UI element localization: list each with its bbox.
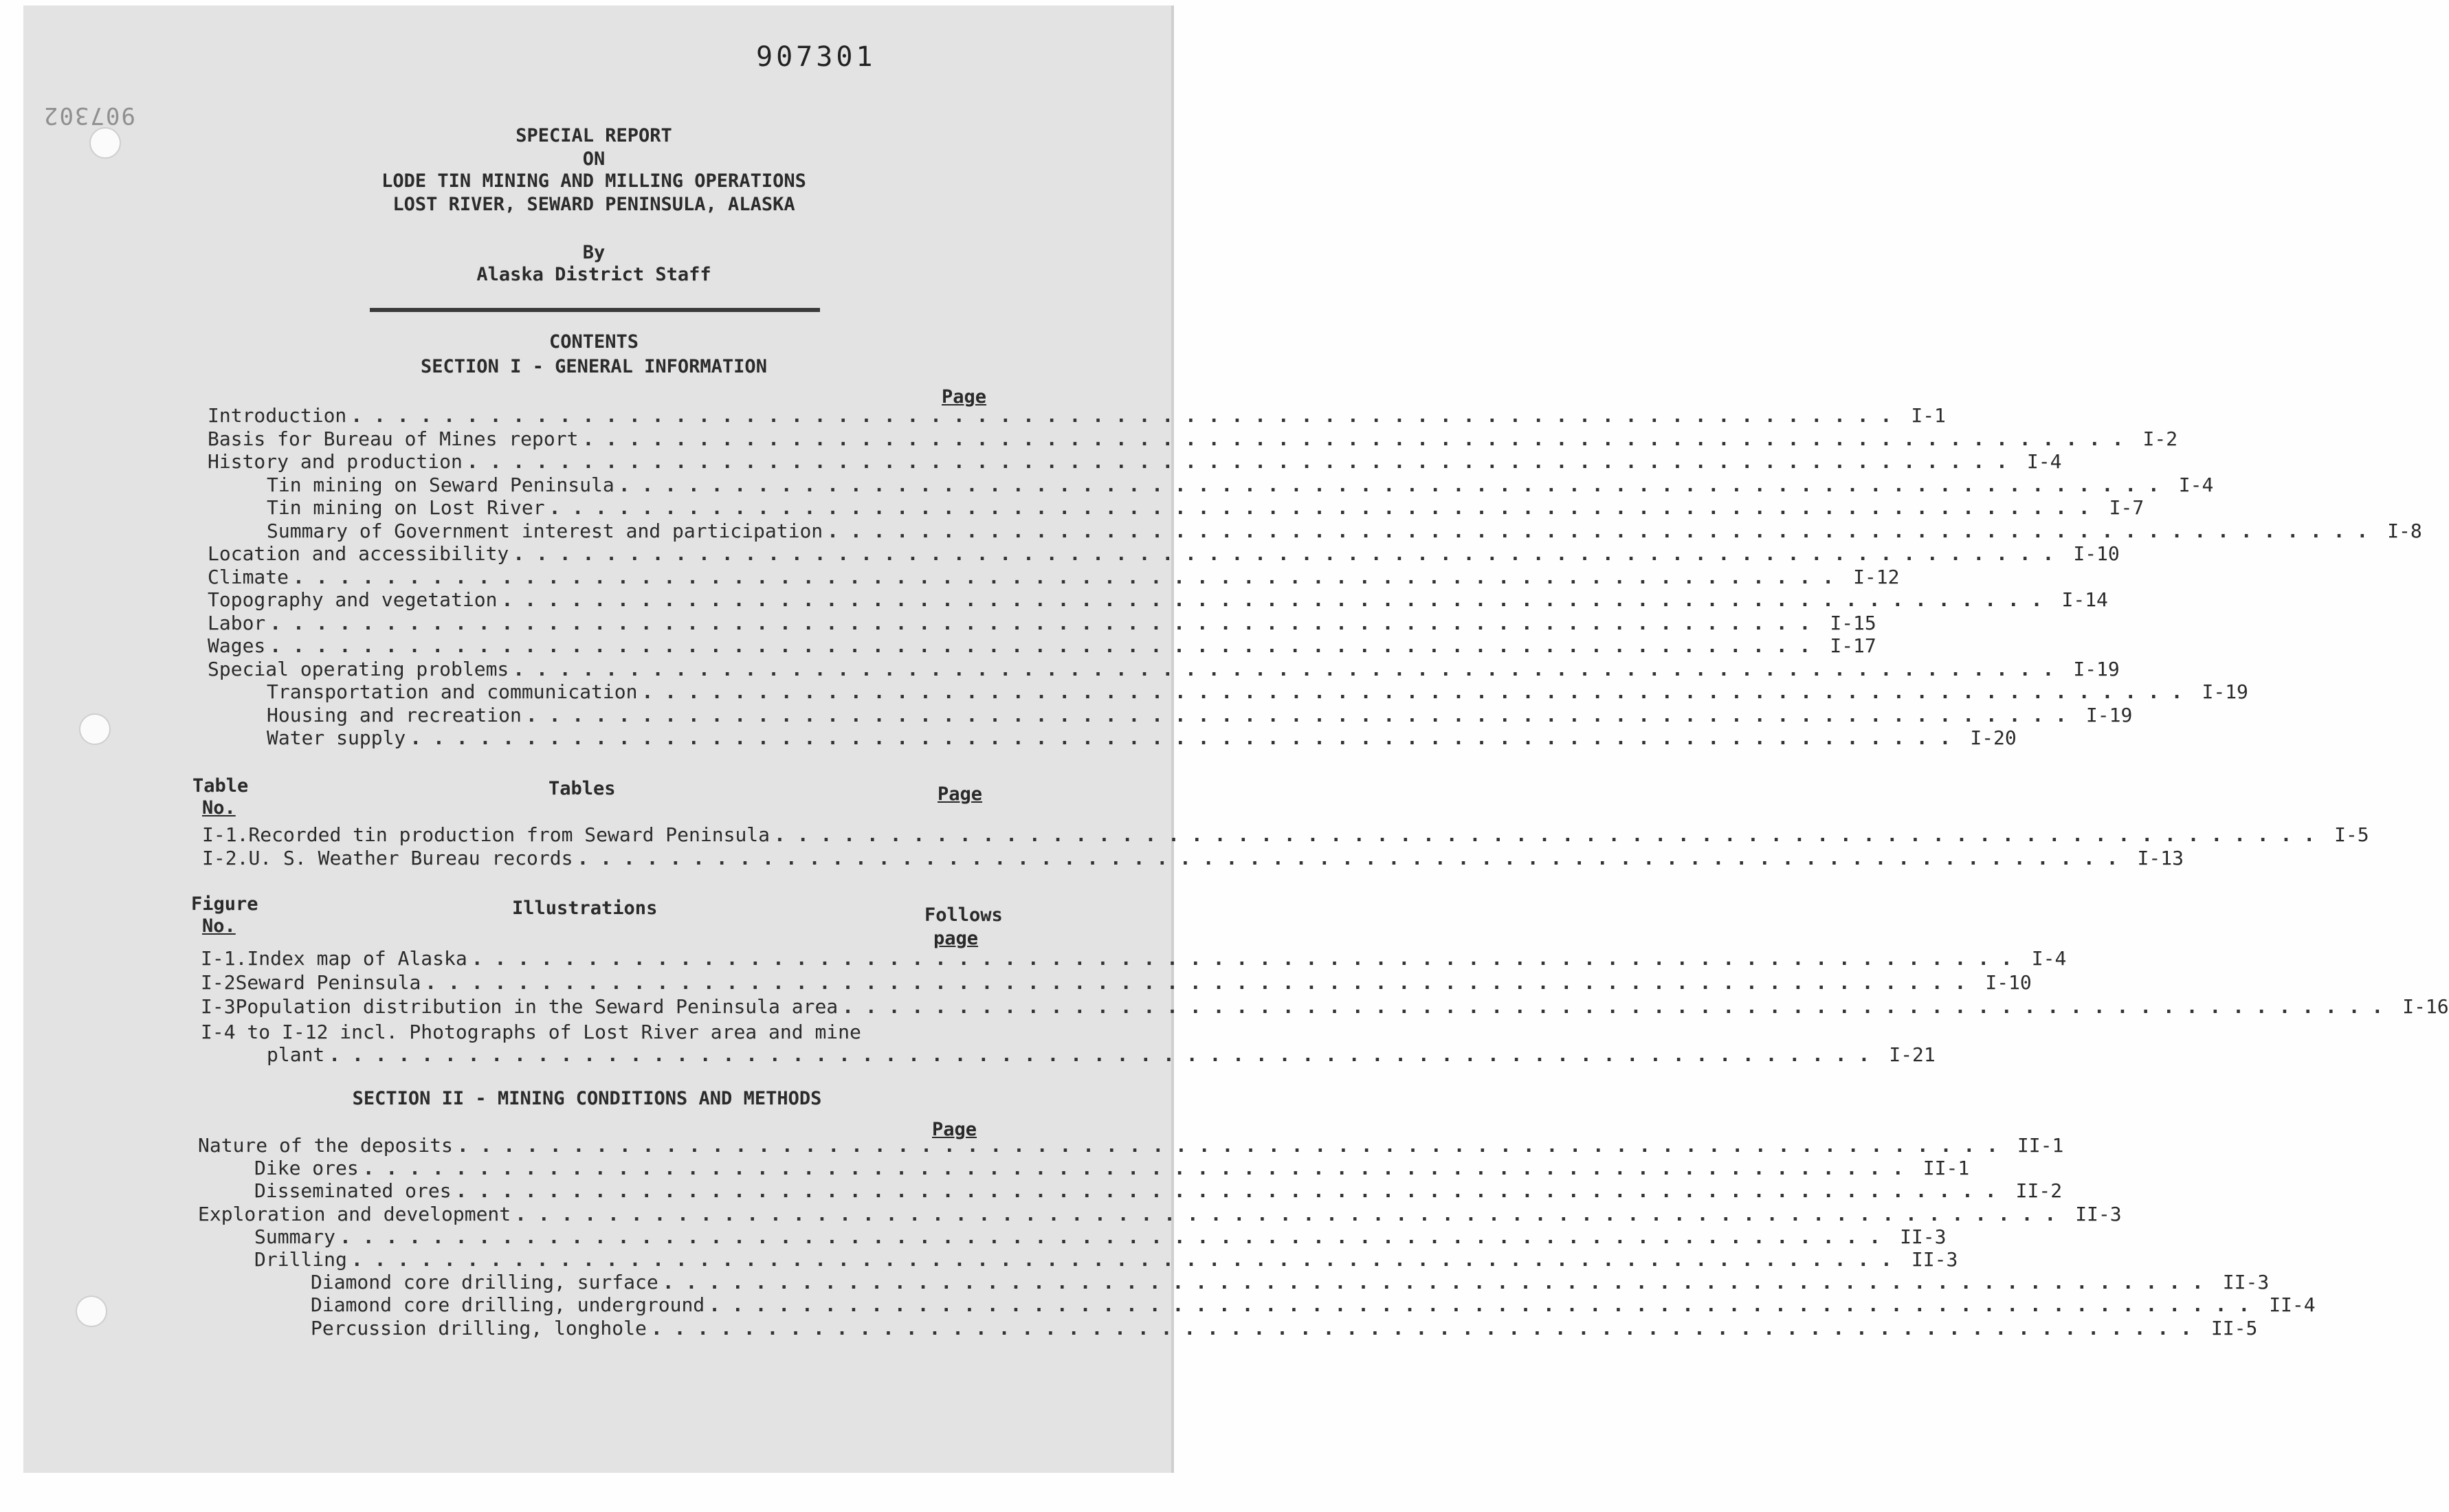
dot-leader: . . . . . . . . . . . . . . . . . . . . . . . . . . . . . . . . . . . . . . . . . . . . . . . . . . . . . . . . . . . . . . . . . . . bbox=[582, 427, 2124, 450]
entry-label: Summary bbox=[254, 1225, 336, 1248]
dot-leader: . . . . . . . . . . . . . . . . . . . . . . . . . . . . . . . . . . . . . . . . . . . . . . . . . . . . . . . . . . . . . . . . . . . bbox=[269, 634, 1811, 657]
dot-leader: . . . . . . . . . . . . . . . . . . . . . . . . . . . . . . . . . . . . . . . . . . . . . . . . . . . . . . . . . . . . . . . . . . . bbox=[455, 1179, 1997, 1203]
dot-leader: . . . . . . . . . . . . . . . . . . . . . . . . . . . . . . . . . . . . . . . . . . . . . . . . . . . . . . . . . . . . . . . . . . . bbox=[618, 473, 2160, 496]
toc-entry bbox=[254, 1225, 1947, 1249]
entry-label: History and production bbox=[208, 450, 463, 473]
toc-entry bbox=[311, 1293, 2316, 1317]
dot-leader: . . . . . . . . . . . . . . . . . . . . . . . . . . . . . . . . . . . . . . . . . . . . . . . . . . . . . . . . . . . . . . . . . . . bbox=[351, 1248, 1892, 1271]
toc-entry bbox=[208, 657, 2120, 681]
multi-figure-entry-line1: I-4 to I-12 incl. Photographs of Lost River area and mine bbox=[201, 1021, 861, 1043]
entry-page: I-10 bbox=[1985, 971, 2032, 994]
entry-page: I-15 bbox=[1830, 611, 1876, 634]
entry-page: I-16 bbox=[2402, 995, 2449, 1018]
dot-leader: . . . . . . . . . . . . . . . . . . . . . . . . . . . . . . . . . . . . . . . . . . . . . . . . . . . . . . . . . . . . . . . . . . . bbox=[471, 947, 2013, 970]
dot-leader: . . . . . . . . . . . . . . . . . . . . . . . . . . . . . . . . . . . . . . . . . . . . . . . . . . . . . . . . . . . . . . . . . . . bbox=[515, 1202, 2057, 1225]
entry-label: Water supply bbox=[267, 726, 406, 749]
contents-heading: CONTENTS bbox=[548, 331, 639, 353]
entry-page: I-7 bbox=[2109, 496, 2145, 519]
section1-heading: SECTION I - GENERAL INFORMATION bbox=[421, 356, 767, 377]
tables-heading: Tables bbox=[548, 778, 616, 799]
entry-page: I-1 bbox=[1911, 404, 1946, 427]
entry-label: Index map of Alaska bbox=[247, 947, 467, 970]
entry-label: Basis for Bureau of Mines report bbox=[208, 427, 579, 450]
section2-heading: SECTION II - MINING CONDITIONS AND METHODS bbox=[352, 1088, 822, 1109]
toc-entry bbox=[208, 634, 1876, 658]
entry-label: Special operating problems bbox=[208, 657, 509, 680]
table-entry bbox=[202, 847, 2184, 870]
toc-entry bbox=[208, 588, 2108, 612]
dot-leader: . . . . . . . . . . . . . . . . . . . . . . . . . . . . . . . . . . . . . . . . . . . . . . . . . . . . . . . . . . . . . . . . . . . bbox=[425, 971, 1966, 994]
dot-leader: . . . . . . . . . . . . . . . . . . . . . . . . . . . . . . . . . . . . . . . . . . . . . . . . . . . . . . . . . . . . . . . . . . . bbox=[351, 404, 1892, 427]
document-number: 907301 bbox=[756, 41, 876, 73]
entry-label: Transportation and communication bbox=[267, 680, 638, 703]
figure-no-label-1: Figure bbox=[191, 893, 258, 915]
illustrations-heading: Illustrations bbox=[512, 898, 658, 919]
entry-label: Tin mining on Seward Peninsula bbox=[267, 473, 614, 496]
toc-entry bbox=[254, 1179, 2063, 1203]
dot-leader: . . . . . . . . . . . . . . . . . . . . . . . . . . . . . . . . . . . . . . . . . . . . . . . . . . . . . . . . . . . . . . . . . . . bbox=[513, 657, 2054, 680]
entry-page: II-1 bbox=[1922, 1157, 1970, 1180]
entry-label: Climate bbox=[208, 565, 289, 588]
dot-leader: . . . . . . . . . . . . . . . . . . . . . . . . . . . . . . . . . . . . . . . . . . . . . . . . . . . . . . . . . . . . . . . . . . . bbox=[577, 847, 2118, 869]
multi-figure-entry-line2: plant . . . . . . . . . . . . . . . . . . . . . . . . . . . . . . . . . . . . . . . . . . . . . . . . . . . . . . . . . . . . . . . . . . . I-21 bbox=[267, 1043, 1936, 1066]
entry-label: Tin mining on Lost River bbox=[267, 496, 545, 519]
entry-label: Drilling bbox=[254, 1248, 347, 1271]
entry-label: Percussion drilling, longhole bbox=[311, 1316, 647, 1339]
toc-entry bbox=[254, 1157, 1970, 1180]
entry-label: Location and accessibility bbox=[208, 542, 509, 565]
entry-page: I-5 bbox=[2334, 823, 2369, 846]
entry-page: I-4 bbox=[2178, 473, 2214, 496]
entry-label: Summary of Government interest and participation bbox=[267, 519, 823, 542]
dot-leader: . . . . . . . . . . . . . . . . . . . . . . . . . . . . . . . . . . . . . . . . . . . . . . . . . . . . . . . . . . . . . . . . . . . bbox=[842, 995, 2384, 1018]
entry-page: I-20 bbox=[1970, 726, 2017, 749]
entry-label: Nature of the deposits bbox=[198, 1134, 453, 1157]
entry-label: Labor bbox=[208, 611, 266, 634]
entry-number: I-1. bbox=[202, 823, 249, 846]
entry-label: Housing and recreation bbox=[267, 703, 522, 726]
entry-label: Dike ores bbox=[254, 1157, 359, 1180]
toc-entry bbox=[254, 1248, 1958, 1271]
toc-entry bbox=[267, 473, 2214, 497]
toc-entry bbox=[198, 1202, 2122, 1226]
entry-page: II-3 bbox=[1900, 1225, 1947, 1248]
toc-entry bbox=[208, 542, 2120, 566]
entry-page: I-10 bbox=[2073, 542, 2120, 565]
entry-label: Topography and vegetation bbox=[208, 588, 498, 611]
dot-leader: . . . . . . . . . . . . . . . . . . . . . . . . . . . . . . . . . . . . . . . . . . . . . . . . . . . . . . . . . . . . . . . . . . . bbox=[650, 1316, 2192, 1339]
entry-page: I-19 bbox=[2085, 703, 2133, 726]
figure-entry bbox=[201, 947, 2067, 970]
table-no-label-1: Table bbox=[192, 775, 249, 797]
entry-page: II-5 bbox=[2210, 1316, 2258, 1339]
author: Alaska District Staff bbox=[476, 264, 711, 285]
toc-entry bbox=[311, 1316, 2258, 1340]
dot-leader: . . . . . . . . . . . . . . . . . . . . . . . . . . . . . . . . . . . . . . . . . . . . . . . . . . . . . . . . . . . . . . . . . . . bbox=[827, 519, 2369, 542]
figure-entry bbox=[201, 995, 2449, 1019]
dot-leader: . . . . . . . . . . . . . . . . . . . . . . . . . . . . . . . . . . . . . . . . . . . . . . . . . . . . . . . . . . . . . . . . . . . bbox=[525, 703, 2067, 726]
toc-entry bbox=[208, 427, 2178, 451]
dot-leader: . . . . . . . . . . . . . . . . . . . . . . . . . . . . . . . . . . . . . . . . . . . . . . . . . . . . . . . . . . . . . . . . . . . bbox=[641, 680, 2183, 703]
entry-page: I-13 bbox=[2137, 847, 2184, 869]
section1-page-label: Page bbox=[942, 386, 987, 408]
entry-page: II-4 bbox=[2269, 1293, 2316, 1317]
entry-number: I-3 bbox=[201, 995, 236, 1018]
entry-page: I-12 bbox=[1853, 565, 1900, 588]
entry-page: II-2 bbox=[2015, 1179, 2063, 1203]
entry-page: II-3 bbox=[2075, 1202, 2122, 1225]
toc-entry bbox=[311, 1271, 2270, 1294]
dot-leader: . . . . . . . . . . . . . . . . . . . . . . . . . . . . . . . . . . . . . . . . . . . . . . . . . . . . . . . . . . . . . . . . . . . bbox=[513, 542, 2054, 565]
dot-leader: . . . . . . . . . . . . . . . . . . . . . . . . . . . . . . . . . . . . . . . . . . . . . . . . . . . . . . . . . . . . . . . . . . . bbox=[456, 1134, 1998, 1157]
entry-label: U. S. Weather Bureau records bbox=[248, 847, 573, 869]
dot-leader: . . . . . . . . . . . . . . . . . . . . . . . . . . . . . . . . . . . . . . . . . . . . . . . . . . . . . . . . . . . . . . . . . . . bbox=[662, 1271, 2204, 1294]
dot-leader: . . . . . . . . . . . . . . . . . . . . . . . . . . . . . . . . . . . . . . . . . . . . . . . . . . . . . . . . . . . . . . . . . . . bbox=[410, 726, 1951, 749]
table-entry bbox=[202, 823, 2369, 847]
dot-leader: . . . . . . . . . . . . . . . . . . . . . . . . . . . . . . . . . . . . . . . . . . . . . . . . . . . . . . . . . . . . . . . . . . . bbox=[329, 1043, 1870, 1066]
dot-leader: . . . . . . . . . . . . . . . . . . . . . . . . . . . . . . . . . . . . . . . . . . . . . . . . . . . . . . . . . . . . . . . . . . . bbox=[548, 496, 2090, 519]
toc-entry bbox=[208, 565, 1900, 589]
figure-no-label-2: No. bbox=[202, 915, 236, 937]
entry-number: I-2 bbox=[201, 971, 236, 994]
entry-page: I-17 bbox=[1830, 634, 1876, 657]
entry-page: I-19 bbox=[2073, 657, 2120, 680]
entry-page: I-2 bbox=[2142, 427, 2178, 450]
dot-leader: . . . . . . . . . . . . . . . . . . . . . . . . . . . . . . . . . . . . . . . . . . . . . . . . . . . . . . . . . . . . . . . . . . . bbox=[362, 1157, 1904, 1180]
dot-leader: . . . . . . . . . . . . . . . . . . . . . . . . . . . . . . . . . . . . . . . . . . . . . . . . . . . . . . . . . . . . . . . . . . . bbox=[293, 565, 1835, 588]
entry-page: II-3 bbox=[1911, 1248, 1958, 1271]
title-divider bbox=[370, 308, 820, 312]
entry-page: I-4 bbox=[2026, 450, 2062, 473]
title-line-2: ON bbox=[582, 148, 606, 170]
toc-entry bbox=[267, 680, 2248, 704]
toc-entry bbox=[198, 1134, 2064, 1157]
entry-label: Wages bbox=[208, 634, 266, 657]
section2-page-label: Page bbox=[932, 1119, 977, 1140]
title-line-1: SPECIAL REPORT bbox=[516, 125, 672, 146]
table-no-label-2: No. bbox=[202, 797, 236, 819]
dot-leader: . . . . . . . . . . . . . . . . . . . . . . . . . . . . . . . . . . . . . . . . . . . . . . . . . . . . . . . . . . . . . . . . . . . bbox=[774, 823, 2316, 846]
dot-leader: . . . . . . . . . . . . . . . . . . . . . . . . . . . . . . . . . . . . . . . . . . . . . . . . . . . . . . . . . . . . . . . . . . . bbox=[501, 588, 2043, 611]
entry-number: I-2. bbox=[202, 847, 249, 869]
by-label: By bbox=[582, 242, 606, 263]
dot-leader: . . . . . . . . . . . . . . . . . . . . . . . . . . . . . . . . . . . . . . . . . . . . . . . . . . . . . . . . . . . . . . . . . . . bbox=[340, 1225, 1881, 1248]
tables-page-label: Page bbox=[938, 783, 983, 805]
mirrored-stamp: 907302 bbox=[43, 102, 135, 129]
entry-label: Disseminated ores bbox=[254, 1179, 452, 1203]
entry-label: Introduction bbox=[208, 404, 347, 427]
dot-leader: . . . . . . . . . . . . . . . . . . . . . . . . . . . . . . . . . . . . . . . . . . . . . . . . . . . . . . . . . . . . . . . . . . . bbox=[709, 1293, 2250, 1317]
toc-entry bbox=[267, 496, 2145, 520]
dot-leader: . . . . . . . . . . . . . . . . . . . . . . . . . . . . . . . . . . . . . . . . . . . . . . . . . . . . . . . . . . . . . . . . . . . bbox=[269, 611, 1811, 634]
entry-label: Diamond core drilling, underground bbox=[311, 1293, 705, 1317]
entry-label: Population distribution in the Seward Peninsula area bbox=[235, 995, 839, 1018]
punch-hole-middle bbox=[79, 713, 111, 745]
toc-entry bbox=[208, 404, 1946, 427]
entry-page: I-19 bbox=[2202, 680, 2248, 703]
punch-hole-bottom bbox=[76, 1296, 107, 1327]
entry-label: Recorded tin production from Seward Peninsula bbox=[248, 823, 771, 846]
dot-leader: . . . . . . . . . . . . . . . . . . . . . . . . . . . . . . . . . . . . . . . . . . . . . . . . . . . . . . . . . . . . . . . . . . . bbox=[466, 450, 2008, 473]
toc-entry bbox=[267, 519, 2422, 543]
illustrations-page-label-1: Follows bbox=[924, 904, 1003, 926]
entry-page: II-3 bbox=[2222, 1271, 2270, 1294]
entry-label: Diamond core drilling, surface bbox=[311, 1271, 658, 1294]
entry-page: I-14 bbox=[2061, 588, 2108, 611]
toc-entry bbox=[267, 703, 2133, 727]
entry-page: II-1 bbox=[2017, 1134, 2064, 1157]
title-line-3: LODE TIN MINING AND MILLING OPERATIONS bbox=[381, 170, 806, 192]
illustrations-page-label-2: page bbox=[933, 928, 979, 949]
entry-page: I-8 bbox=[2387, 519, 2422, 542]
figure-entry bbox=[201, 971, 2032, 994]
toc-entry bbox=[208, 450, 2062, 474]
entry-number: I-1. bbox=[201, 947, 247, 970]
entry-label: Seward Peninsula bbox=[235, 971, 421, 994]
toc-entry bbox=[208, 611, 1876, 635]
entry-page: I-4 bbox=[2031, 947, 2067, 970]
title-line-4: LOST RIVER, SEWARD PENINSULA, ALASKA bbox=[392, 194, 795, 215]
toc-entry bbox=[267, 726, 2017, 750]
entry-label: Exploration and development bbox=[198, 1202, 511, 1225]
